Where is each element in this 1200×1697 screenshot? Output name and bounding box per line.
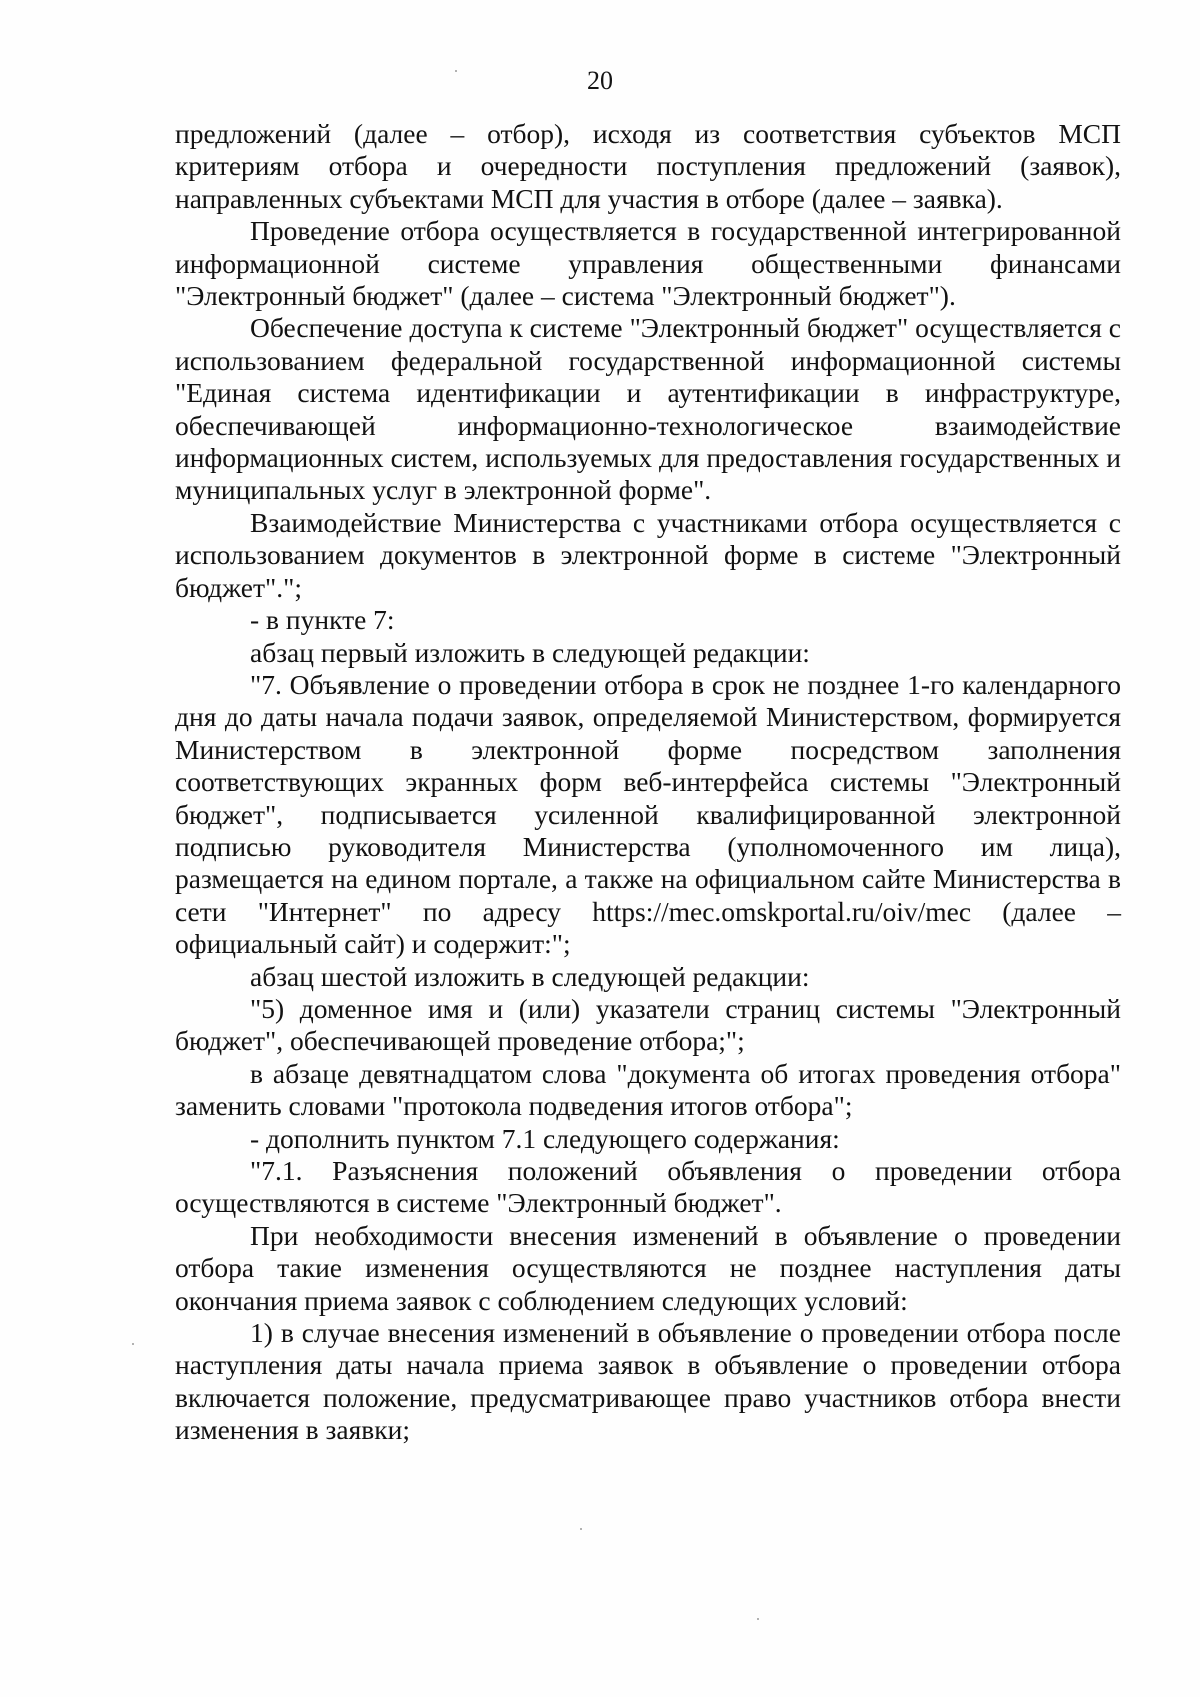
paragraph-5: - в пункте 7: (250, 604, 395, 636)
paragraph-7: "7. Объявление о проведении отбора в срок не позднее 1-го календарного дня до даты начала подачи заявок, определяемой Министерством, формируется Министерством в электронной форме посредством заполнения соответствующих экранных форм веб-интерфейса системы "Электронный бюджет", подписывается усиленной квалифицированной электронной подписью руководителя Министерства (уполномоченного им лица), размещается на едином портале, а также на официальном сайте Министерства в сети "Интернет" по адресу https://mec.omskportal.ru/oiv/mec (далее – официальный сайт) и содержит:"; (175, 668, 1121, 960)
paragraph-1: предложений (далее – отбор), исходя из соответствия субъектов МСП критериям отбора и очередности поступления предложений (заявок), направленных субъектами МСП для участия в отборе (далее – заявка). (175, 118, 1121, 214)
paragraph-9: "5) доменное имя и (или) указатели страниц системы "Электронный бюджет", обеспечивающей проведение отбора;"; (175, 992, 1121, 1057)
document-body (175, 118, 1121, 1447)
page-number: 20 (587, 66, 613, 95)
paragraph-12: "7.1. Разъяснения положений объявления о проведении отбора осуществляются в системе "Электронный бюджет". (175, 1155, 1121, 1219)
scan-speck (455, 70, 457, 72)
paragraph-10: в абзаце девятнадцатом слова "документа об итогах проведения отбора" заменить словами "протокола подведения итогов отбора"; (175, 1057, 1121, 1122)
paragraph-2: Проведение отбора осуществляется в государственной интегрированной информационной системе управления общественными финансами "Электронный бюджет" (далее – система "Электронный бюджет"). (175, 215, 1121, 312)
scan-speck (757, 1618, 759, 1620)
paragraph-6: абзац первый изложить в следующей редакции: (250, 636, 810, 668)
paragraph-8: абзац шестой изложить в следующей редакции: (250, 960, 810, 992)
scan-speck (132, 1343, 134, 1345)
paragraph-4: Взаимодействие Министерства с участниками отбора осуществляется с использованием документов в электронной форме в системе "Электронный бюджет"."; (175, 506, 1121, 603)
scan-speck (580, 1528, 582, 1530)
paragraph-3: Обеспечение доступа к системе "Электронный бюджет" осуществляется с использованием федеральной государственной информационной системы "Единая система идентификации и аутентификации в инфраструктуре, обеспечивающей информационно-технологическое взаимодействие информационных систем, используемых для предоставления государственных и муниципальных услуг в электронной форме". (175, 312, 1121, 506)
paragraph-13: При необходимости внесения изменений в объявление о проведении отбора такие изменения осуществляются не позднее наступления даты окончания приема заявок с соблюдением следующих условий: (175, 1219, 1121, 1316)
paragraph-14: 1) в случае внесения изменений в объявление о проведении отбора после наступления даты начала приема заявок в объявление о проведении отбора включается положение, предусматривающее право участников отбора внести изменения в заявки; (175, 1317, 1121, 1446)
paragraph-11: - дополнить пунктом 7.1 следующего содержания: (250, 1122, 840, 1154)
